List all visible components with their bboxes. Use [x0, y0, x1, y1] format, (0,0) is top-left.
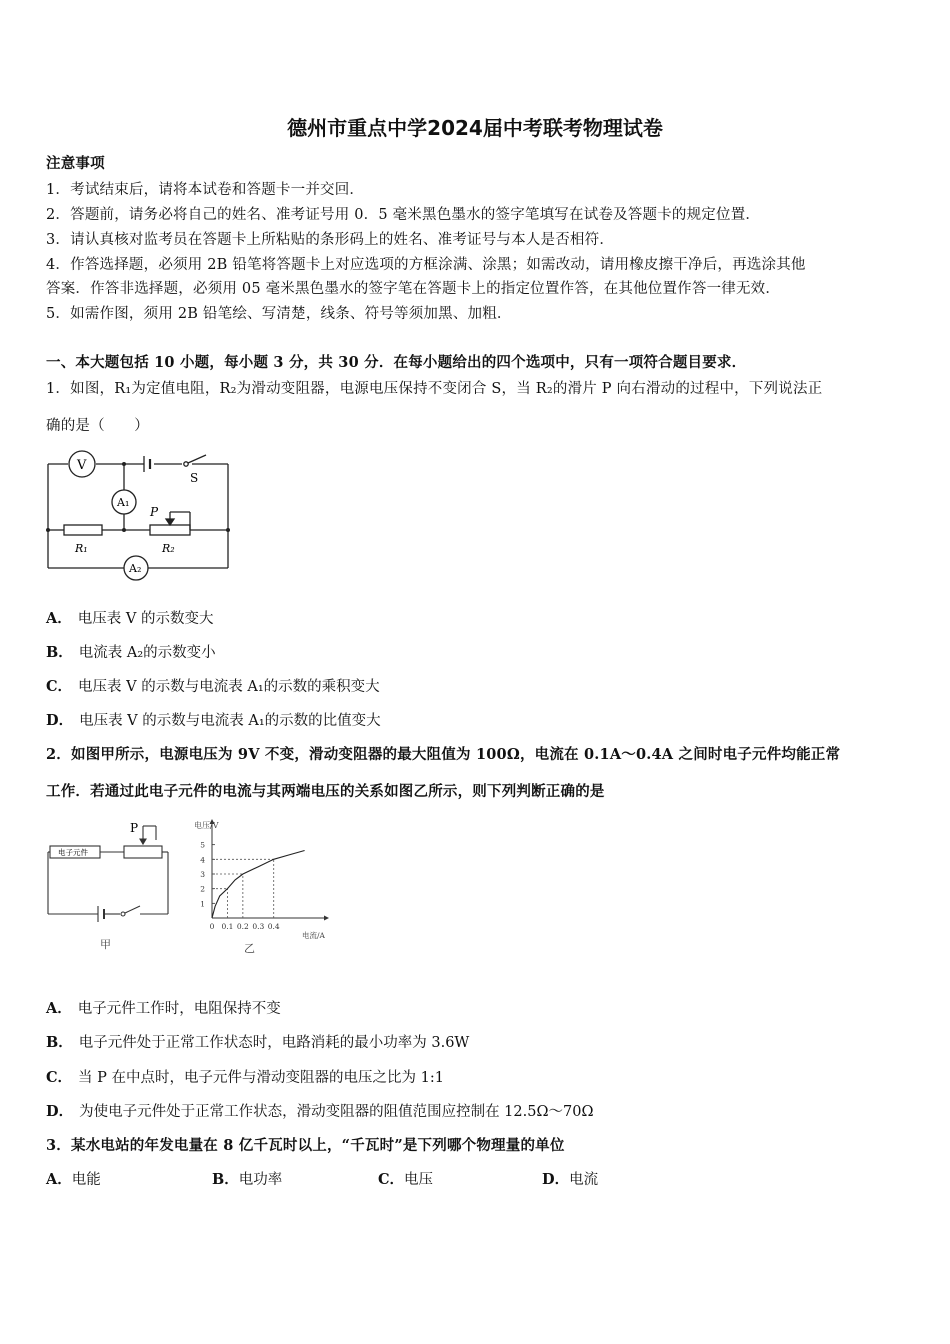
q3-stem: 3．某水电站的年发电量在 8 亿千瓦时以上，“千瓦时”是下列哪个物理量的单位 [46, 1137, 565, 1154]
chart-y-tick-label: 1 [200, 899, 205, 909]
fig-a-caption: 甲 [100, 938, 111, 951]
chart-series-line [212, 851, 305, 919]
chart-x-tick-label: 0.1 [221, 922, 234, 931]
q2-stem: 2．如图甲所示，电源电压为 9V 不变，滑动变阻器的最大阻值为 100Ω，电流在 0.1A～0.4A 之间时电子元件均能正常 [46, 746, 841, 763]
q2-slider-label: P [130, 821, 139, 835]
voltmeter-label: V [77, 458, 87, 473]
chart-x-tick-label: 0 [209, 922, 215, 931]
notice-item: 5．如需作图，须用 2B 铅笔绘、写清楚，线条、符号等须加黑、加粗． [46, 306, 512, 322]
chart-x-tick-label: 0.3 [252, 922, 265, 931]
q1-circuit-diagram [44, 446, 234, 586]
q1-stem-cont: 确的是（ ） [46, 418, 149, 434]
chart-x-tick-label: 0.4 [267, 922, 280, 931]
q3-option-a[interactable]: A．电能 [46, 1171, 101, 1188]
chart-x-axis-label: 电流/A [302, 931, 325, 940]
chart-y-tick-label: 4 [200, 855, 205, 865]
r2-label: R₂ [162, 542, 175, 555]
r1-label: R₁ [75, 542, 88, 555]
q1-option-b[interactable]: B． 电流表 A₂的示数变小 [46, 644, 216, 661]
q2-circuit-diagram [44, 816, 174, 956]
q2-voltage-current-chart [188, 814, 348, 956]
chart-x-arrow [324, 916, 329, 921]
q1-option-a[interactable]: A． 电压表 V 的示数变大 [46, 610, 214, 627]
q2-option-d[interactable]: D． 为使电子元件处于正常工作状态，滑动变阻器的阻值范围应控制在 12.5Ω～70Ω [46, 1103, 594, 1120]
page-title: 德州市重点中学2024届中考联考物理试卷 [287, 116, 663, 140]
chart-x-tick-label: 0.2 [236, 922, 249, 931]
ammeter-a1-label: A₁ [117, 496, 130, 509]
chart-y-tick-label: 5 [200, 840, 205, 850]
notice-heading: 注意事项 [46, 155, 105, 172]
chart-y-tick-label: 2 [200, 884, 205, 894]
q2-option-b[interactable]: B． 电子元件处于正常工作状态时，电路消耗的最小功率为 3.6W [46, 1034, 470, 1051]
ammeter-a2-label: A₂ [129, 562, 142, 575]
q2-option-a[interactable]: A． 电子元件工作时，电阻保持不变 [46, 1000, 281, 1017]
q1-option-c[interactable]: C． 电压表 V 的示数与电流表 A₁的示数的乘积变大 [46, 678, 380, 695]
chart-y-tick-label: 3 [200, 870, 205, 879]
q1-option-d[interactable]: D． 电压表 V 的示数与电流表 A₁的示数的比值变大 [46, 712, 381, 729]
q2-option-c[interactable]: C． 当 P 在中点时，电子元件与滑动变阻器的电压之比为 1:1 [46, 1069, 444, 1086]
section-heading: 一、本大题包括 10 小题，每小题 3 分，共 30 分．在每小题给出的四个选项中，只有一项符合题目要求． [46, 354, 747, 371]
notice-item: 答案．作答非选择题，必须用 05 毫米黑色墨水的签字笔在答题卡上的指定位置作答，在其他位置作答一律无效． [46, 281, 781, 297]
fig-b-caption: 乙 [244, 942, 255, 955]
electronic-component-label: 电子元件 [58, 848, 88, 857]
q3-option-d[interactable]: D．电流 [542, 1171, 599, 1188]
notice-item: 1．考试结束后，请将本试卷和答题卡一并交回． [46, 182, 365, 198]
q1-stem: 1．如图，R₁为定值电阻，R₂为滑动变阻器，电源电压保持不变闭合 S，当 R₂的滑片 P 向右滑动的过程中，下列说法正 [46, 381, 823, 397]
q3-option-b[interactable]: B．电功率 [212, 1171, 283, 1188]
switch-label: S [190, 471, 199, 485]
notice-item: 2．答题前，请务必将自己的姓名、准考证号用 0．5 毫米黑色墨水的签字笔填写在试卷及答题卡的规定位置． [46, 207, 761, 223]
chart-y-axis-label: 电压/V [194, 821, 219, 830]
notice-item: 3．请认真核对监考员在答题卡上所粘贴的条形码上的姓名、准考证号与本人是否相符． [46, 232, 615, 248]
notice-item: 4．作答选择题，必须用 2B 铅笔将答题卡上对应选项的方框涂满、涂黑；如需改动，请用橡皮擦干净后，再选涂其他 [46, 257, 806, 273]
slider-label: P [150, 505, 159, 519]
q2-stem-cont: 工作．若通过此电子元件的电流与其两端电压的关系如图乙所示，则下列判断正确的是 [46, 783, 605, 800]
q3-option-c[interactable]: C．电压 [378, 1171, 434, 1188]
